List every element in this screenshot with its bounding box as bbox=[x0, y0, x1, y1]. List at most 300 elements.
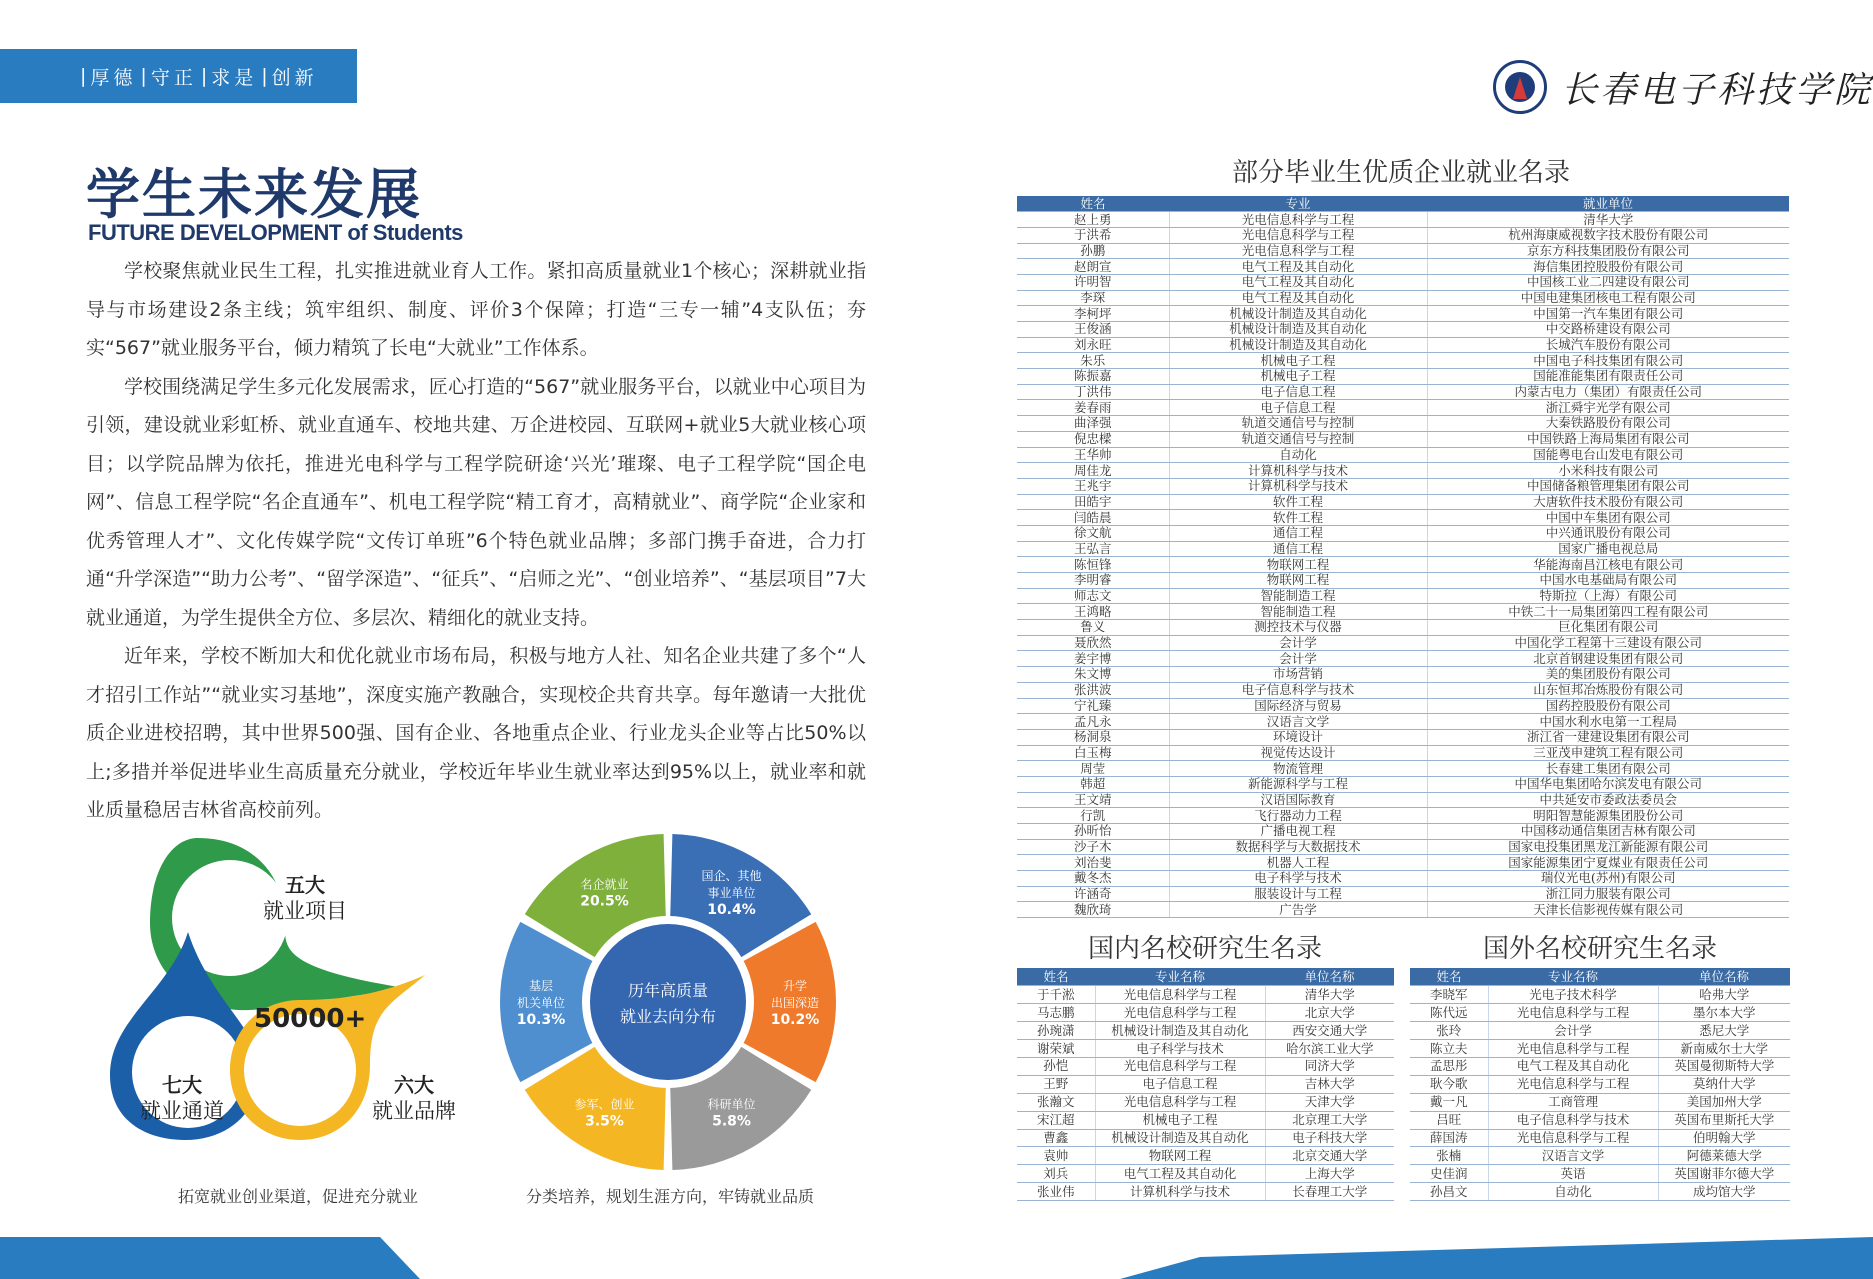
motto-item: 求是 bbox=[211, 66, 258, 89]
table-cell: 行凯 bbox=[1017, 808, 1169, 824]
table-cell: 中国华电集团哈尔滨发电有限公司 bbox=[1427, 776, 1789, 792]
table-cell: 光电信息科学与工程 bbox=[1095, 1004, 1265, 1022]
table-cell: 长春建工集团有限公司 bbox=[1427, 761, 1789, 777]
table-cell: 清华大学 bbox=[1265, 986, 1394, 1004]
table-cell: 王弘言 bbox=[1017, 541, 1169, 557]
table-cell: 长城汽车股份有限公司 bbox=[1427, 337, 1789, 353]
table-cell: 刘兵 bbox=[1017, 1165, 1095, 1183]
table-cell: 国家能源集团宁夏煤业有限责任公司 bbox=[1427, 855, 1789, 871]
table-row bbox=[1017, 1040, 1394, 1058]
item-count: 五大 bbox=[285, 873, 325, 897]
table-cell: 张业伟 bbox=[1017, 1183, 1095, 1201]
table-cell: 李明睿 bbox=[1017, 573, 1169, 589]
table-row bbox=[1017, 1093, 1394, 1111]
table-cell: 中国电建集团核电工程有限公司 bbox=[1427, 290, 1789, 306]
table-cell: 史佳润 bbox=[1410, 1165, 1488, 1183]
slice-value-label: 10.4% bbox=[707, 902, 756, 919]
table-cell: 刘治斐 bbox=[1017, 855, 1169, 871]
table-cell: 光电信息科学与工程 bbox=[1169, 227, 1427, 243]
table-cell: 鲁义 bbox=[1017, 620, 1169, 636]
table-cell: 韩超 bbox=[1017, 776, 1169, 792]
table-row bbox=[1017, 369, 1789, 385]
table-cell: 机械电子工程 bbox=[1095, 1111, 1265, 1129]
table-cell: 戴冬杰 bbox=[1017, 871, 1169, 887]
table-cell: 电子信息工程 bbox=[1095, 1075, 1265, 1093]
table-cell: 数据科学与大数据技术 bbox=[1169, 839, 1427, 855]
table-cell: 物流管理 bbox=[1169, 761, 1427, 777]
table-cell: 中国铁路上海局集团有限公司 bbox=[1427, 431, 1789, 447]
header-major: 专业名称 bbox=[1488, 968, 1658, 986]
motto-banner: | 厚德 | 守正 | 求是 | 创新 bbox=[0, 49, 357, 103]
table-row bbox=[1017, 902, 1789, 918]
school-seal-icon bbox=[1493, 60, 1547, 114]
table-cell: 机械设计制造及其自动化 bbox=[1095, 1129, 1265, 1147]
table-cell: 电子信息科学与技术 bbox=[1488, 1111, 1658, 1129]
table-cell: 自动化 bbox=[1488, 1183, 1658, 1201]
slice-category-label: 升学 bbox=[782, 979, 808, 993]
table-cell: 光电信息科学与工程 bbox=[1169, 243, 1427, 259]
table-cell: 孙昕怡 bbox=[1017, 824, 1169, 840]
infographic-item-projects bbox=[255, 872, 355, 924]
table-row bbox=[1017, 1004, 1394, 1022]
table-row bbox=[1017, 808, 1789, 824]
table-cell: 天津大学 bbox=[1265, 1093, 1394, 1111]
table-cell: 杭州海康威视数字技术股份有限公司 bbox=[1427, 227, 1789, 243]
table-row bbox=[1017, 682, 1789, 698]
table-cell: 许明智 bbox=[1017, 274, 1169, 290]
table-cell: 机械电子工程 bbox=[1169, 353, 1427, 369]
table-cell: 许涵奇 bbox=[1017, 886, 1169, 902]
table-row bbox=[1017, 792, 1789, 808]
table-cell: 孙恺 bbox=[1017, 1057, 1095, 1075]
table-cell: 墨尔本大学 bbox=[1658, 1004, 1790, 1022]
table-cell: 广告学 bbox=[1169, 902, 1427, 918]
paragraph-1: 学校聚焦就业民生工程，扎实推进就业育人工作。紧扣高质量就业1个核心；深耕就业指导与市场建设2条主线；筑牢组织、制度、评价3个保障；打造“三专一辅”4支队伍；夯实“567”就业服务平台，倾力精筑了长电“大就业”工作体系。 bbox=[86, 260, 866, 359]
table-row bbox=[1017, 290, 1789, 306]
table-cell: 电子信息工程 bbox=[1169, 400, 1427, 416]
donut-center bbox=[590, 924, 746, 1080]
header-school: 单位名称 bbox=[1658, 968, 1790, 986]
table-cell: 上海大学 bbox=[1265, 1165, 1394, 1183]
table-cell: 测控技术与仪器 bbox=[1169, 620, 1427, 636]
table-cell: 王华帅 bbox=[1017, 447, 1169, 463]
table-cell: 中铁二十一局集团第四工程有限公司 bbox=[1427, 604, 1789, 620]
table-cell: 沙子木 bbox=[1017, 839, 1169, 855]
table-cell: 物联网工程 bbox=[1095, 1147, 1265, 1165]
table-cell: 广播电视工程 bbox=[1169, 824, 1427, 840]
table-cell: 中国第一汽车集团有限公司 bbox=[1427, 306, 1789, 322]
table-cell: 张瀚文 bbox=[1017, 1093, 1095, 1111]
table-cell: 软件工程 bbox=[1169, 510, 1427, 526]
table-row bbox=[1017, 620, 1789, 636]
table-cell: 会计学 bbox=[1169, 651, 1427, 667]
table-row bbox=[1410, 1129, 1790, 1147]
header-major: 专业名称 bbox=[1095, 968, 1265, 986]
table-cell: 曲泽强 bbox=[1017, 416, 1169, 432]
table-cell: 国际经济与贸易 bbox=[1169, 698, 1427, 714]
table-cell: 服装设计与工程 bbox=[1169, 886, 1427, 902]
table-cell: 丁洪伟 bbox=[1017, 384, 1169, 400]
table-cell: 李琛 bbox=[1017, 290, 1169, 306]
table-cell: 会计学 bbox=[1488, 1022, 1658, 1040]
table-cell: 西安交通大学 bbox=[1265, 1022, 1394, 1040]
table-row bbox=[1017, 384, 1789, 400]
table-cell: 市场营销 bbox=[1169, 667, 1427, 683]
table-cell: 大唐软件技术股份有限公司 bbox=[1427, 494, 1789, 510]
item-count: 七大 bbox=[162, 1073, 202, 1097]
table-cell: 光电信息科学与工程 bbox=[1488, 1004, 1658, 1022]
table-cell: 闫皓晨 bbox=[1017, 510, 1169, 526]
table-cell: 汉语言文学 bbox=[1169, 714, 1427, 730]
table-cell: 孙琬潇 bbox=[1017, 1022, 1095, 1040]
table-cell: 哈弗大学 bbox=[1658, 986, 1790, 1004]
table-cell: 巨化集团有限公司 bbox=[1427, 620, 1789, 636]
motto-item: 守正 bbox=[150, 66, 197, 89]
table-cell: 陈恒锋 bbox=[1017, 557, 1169, 573]
infographic-item-channels bbox=[132, 1072, 232, 1124]
table-row bbox=[1017, 1022, 1394, 1040]
table-cell: 北京大学 bbox=[1265, 1004, 1394, 1022]
table-cell: 机械设计制造及其自动化 bbox=[1169, 337, 1427, 353]
table-cell: 周莹 bbox=[1017, 761, 1169, 777]
table-cell: 光电信息科学与工程 bbox=[1169, 212, 1427, 228]
slice-category-label: 科研单位 bbox=[707, 1097, 756, 1112]
slice-category-label: 机关单位 bbox=[516, 996, 566, 1010]
table-row bbox=[1017, 212, 1789, 228]
table-row bbox=[1410, 1004, 1790, 1022]
table-cell: 戴一凡 bbox=[1410, 1093, 1488, 1111]
table-cell: 张楠 bbox=[1410, 1147, 1488, 1165]
table-row bbox=[1017, 635, 1789, 651]
table-cell: 赵上勇 bbox=[1017, 212, 1169, 228]
table-cell: 国能粤电台山发电有限公司 bbox=[1427, 447, 1789, 463]
table-cell: 电气工程及其自动化 bbox=[1095, 1165, 1265, 1183]
donut-title: 就业去向分布 bbox=[619, 1007, 717, 1026]
slice-category-label: 基层 bbox=[528, 979, 554, 993]
table-cell: 英国布里斯托大学 bbox=[1658, 1111, 1790, 1129]
table-row bbox=[1017, 886, 1789, 902]
table-cell: 薛国涛 bbox=[1410, 1129, 1488, 1147]
table-row bbox=[1017, 1165, 1394, 1183]
school-logo bbox=[1493, 60, 1873, 114]
table-cell: 中共延安市委政法委员会 bbox=[1427, 792, 1789, 808]
table-row bbox=[1017, 510, 1789, 526]
table-cell: 孟思彤 bbox=[1410, 1057, 1488, 1075]
table-header-row bbox=[1410, 968, 1790, 986]
table-cell: 海信集团控股股份有限公司 bbox=[1427, 259, 1789, 275]
header-name: 姓名 bbox=[1017, 968, 1095, 986]
table-cell: 三亚茂申建筑工程有限公司 bbox=[1427, 745, 1789, 761]
table-cell: 朱乐 bbox=[1017, 353, 1169, 369]
table-cell: 姜春雨 bbox=[1017, 400, 1169, 416]
table-cell: 轨道交通信号与控制 bbox=[1169, 431, 1427, 447]
header-name: 姓名 bbox=[1410, 968, 1488, 986]
item-label: 就业通道 bbox=[140, 1099, 224, 1123]
table-cell: 物联网工程 bbox=[1169, 557, 1427, 573]
table-row bbox=[1017, 306, 1789, 322]
table-cell: 李柯坪 bbox=[1017, 306, 1169, 322]
table-cell: 王兆宇 bbox=[1017, 478, 1169, 494]
table-row bbox=[1017, 698, 1789, 714]
table-row bbox=[1017, 745, 1789, 761]
table-row bbox=[1017, 729, 1789, 745]
table-row bbox=[1017, 776, 1789, 792]
table-cell: 内蒙古电力（集团）有限责任公司 bbox=[1427, 384, 1789, 400]
table-cell: 王俊涵 bbox=[1017, 322, 1169, 338]
table-cell: 英国谢菲尔德大学 bbox=[1658, 1165, 1790, 1183]
table-row bbox=[1017, 447, 1789, 463]
slice-category-label: 名企就业 bbox=[580, 877, 629, 892]
table-cell: 软件工程 bbox=[1169, 494, 1427, 510]
table-cell: 智能制造工程 bbox=[1169, 588, 1427, 604]
table-cell: 阿德莱德大学 bbox=[1658, 1147, 1790, 1165]
table-cell: 智能制造工程 bbox=[1169, 604, 1427, 620]
table-cell: 光电信息科学与工程 bbox=[1488, 1040, 1658, 1058]
donut-title: 历年高质量 bbox=[627, 981, 709, 1000]
table-cell: 同济大学 bbox=[1265, 1057, 1394, 1075]
table-cell: 孙昌文 bbox=[1410, 1183, 1488, 1201]
table-cell: 哈尔滨工业大学 bbox=[1265, 1040, 1394, 1058]
table-row bbox=[1410, 1040, 1790, 1058]
table-cell: 中国化学工程第十三建设有限公司 bbox=[1427, 635, 1789, 651]
table-cell: 通信工程 bbox=[1169, 525, 1427, 541]
table-cell: 王鸿略 bbox=[1017, 604, 1169, 620]
table-cell: 国家电投集团黑龙江新能源有限公司 bbox=[1427, 839, 1789, 855]
table-cell: 电子科学与技术 bbox=[1169, 871, 1427, 887]
table-cell: 赵朗宣 bbox=[1017, 259, 1169, 275]
table-cell: 曹鑫 bbox=[1017, 1129, 1095, 1147]
table-cell: 陈代远 bbox=[1410, 1004, 1488, 1022]
table-cell: 国家广播电视总局 bbox=[1427, 541, 1789, 557]
domestic-table-title: 国内名校研究生名录 bbox=[1088, 934, 1323, 964]
table-cell: 小米科技有限公司 bbox=[1427, 463, 1789, 479]
table-cell: 朱文博 bbox=[1017, 667, 1169, 683]
table-cell: 京东方科技集团股份有限公司 bbox=[1427, 243, 1789, 259]
table-cell: 陈立夫 bbox=[1410, 1040, 1488, 1058]
table-cell: 田皓宇 bbox=[1017, 494, 1169, 510]
table-cell: 大秦铁路股份有限公司 bbox=[1427, 416, 1789, 432]
table-cell: 天津长信影视传媒有限公司 bbox=[1427, 902, 1789, 918]
table-cell: 中国核工业二四建设有限公司 bbox=[1427, 274, 1789, 290]
donut-caption: 分类培养，规划生涯方向，牢铸就业品质 bbox=[526, 1187, 815, 1206]
table-row bbox=[1017, 1075, 1394, 1093]
table-cell: 山东恒邦冶炼股份有限公司 bbox=[1427, 682, 1789, 698]
table-cell: 北京交通大学 bbox=[1265, 1147, 1394, 1165]
table-row bbox=[1410, 1075, 1790, 1093]
table-cell: 汉语国际教育 bbox=[1169, 792, 1427, 808]
table-cell: 国药控股股份有限公司 bbox=[1427, 698, 1789, 714]
table-cell: 机械电子工程 bbox=[1169, 369, 1427, 385]
table-row bbox=[1017, 478, 1789, 494]
table-cell: 光电信息科学与工程 bbox=[1488, 1075, 1658, 1093]
table-cell: 莫纳什大学 bbox=[1658, 1075, 1790, 1093]
table-cell: 聂欣然 bbox=[1017, 635, 1169, 651]
table-cell: 机械设计制造及其自动化 bbox=[1169, 322, 1427, 338]
header-school: 单位名称 bbox=[1265, 968, 1394, 986]
table-cell: 机器人工程 bbox=[1169, 855, 1427, 871]
table-row bbox=[1017, 243, 1789, 259]
foreign-table-title: 国外名校研究生名录 bbox=[1483, 934, 1718, 964]
table-cell: 轨道交通信号与控制 bbox=[1169, 416, 1427, 432]
table-cell: 李晓军 bbox=[1410, 986, 1488, 1004]
table-row bbox=[1017, 1057, 1394, 1075]
table-cell: 王文靖 bbox=[1017, 792, 1169, 808]
table-row bbox=[1410, 1057, 1790, 1075]
table-cell: 于千淞 bbox=[1017, 986, 1095, 1004]
table-cell: 浙江省一建建设集团有限公司 bbox=[1427, 729, 1789, 745]
table-cell: 师志文 bbox=[1017, 588, 1169, 604]
table-cell: 吉林大学 bbox=[1265, 1075, 1394, 1093]
table-row bbox=[1017, 1111, 1394, 1129]
foreign-grad-table bbox=[1410, 968, 1790, 1201]
header-employer: 就业单位 bbox=[1427, 196, 1789, 212]
table-cell: 悉尼大学 bbox=[1658, 1022, 1790, 1040]
table-cell: 刘永旺 bbox=[1017, 337, 1169, 353]
table-row bbox=[1017, 839, 1789, 855]
table-cell: 机械设计制造及其自动化 bbox=[1095, 1022, 1265, 1040]
table-cell: 光电信息科学与工程 bbox=[1488, 1129, 1658, 1147]
table-row bbox=[1017, 541, 1789, 557]
enterprise-table bbox=[1017, 196, 1789, 918]
table-cell: 中国中车集团有限公司 bbox=[1427, 510, 1789, 526]
table-cell: 英语 bbox=[1488, 1165, 1658, 1183]
table-cell: 中国储备粮管理集团有限公司 bbox=[1427, 478, 1789, 494]
table-cell: 吕旺 bbox=[1410, 1111, 1488, 1129]
slice-value-label: 10.3% bbox=[516, 1012, 566, 1028]
table-row bbox=[1017, 986, 1394, 1004]
table-cell: 中兴通讯股份有限公司 bbox=[1427, 525, 1789, 541]
table-row bbox=[1017, 259, 1789, 275]
table-cell: 光电信息科学与工程 bbox=[1095, 1093, 1265, 1111]
table-cell: 杨洞泉 bbox=[1017, 729, 1169, 745]
table-row bbox=[1017, 604, 1789, 620]
table-row bbox=[1017, 588, 1789, 604]
table-cell: 电气工程及其自动化 bbox=[1169, 290, 1427, 306]
table-row bbox=[1410, 1022, 1790, 1040]
header-name: 姓名 bbox=[1017, 196, 1169, 212]
table-row bbox=[1017, 651, 1789, 667]
table-row bbox=[1017, 353, 1789, 369]
table-cell: 电气工程及其自动化 bbox=[1169, 259, 1427, 275]
table-cell: 瑞仪光电(苏州)有限公司 bbox=[1427, 871, 1789, 887]
table-cell: 计算机科学与技术 bbox=[1095, 1183, 1265, 1201]
table-cell: 通信工程 bbox=[1169, 541, 1427, 557]
header-major: 专业 bbox=[1169, 196, 1427, 212]
destination-donut-chart bbox=[498, 832, 838, 1172]
table-cell: 袁帅 bbox=[1017, 1147, 1095, 1165]
table-row bbox=[1017, 494, 1789, 510]
table-row bbox=[1017, 824, 1789, 840]
table-cell: 英国曼彻斯特大学 bbox=[1658, 1057, 1790, 1075]
slice-value-label: 5.8% bbox=[712, 1113, 751, 1130]
table-row bbox=[1410, 1111, 1790, 1129]
table-cell: 长春理工大学 bbox=[1265, 1183, 1394, 1201]
slice-category-label: 参军、创业 bbox=[574, 1097, 635, 1112]
table-cell: 宋江超 bbox=[1017, 1111, 1095, 1129]
table-cell: 华能海南昌江核电有限公司 bbox=[1427, 557, 1789, 573]
table-cell: 王野 bbox=[1017, 1075, 1095, 1093]
table-cell: 美国加州大学 bbox=[1658, 1093, 1790, 1111]
infographic-total: 50000+ bbox=[254, 1004, 367, 1034]
table-cell: 电子信息工程 bbox=[1169, 384, 1427, 400]
table-cell: 中国水利水电第一工程局 bbox=[1427, 714, 1789, 730]
infographic-caption: 拓宽就业创业渠道，促进充分就业 bbox=[178, 1187, 419, 1206]
motto-item: 创新 bbox=[271, 66, 318, 89]
table-cell: 耿今歌 bbox=[1410, 1075, 1488, 1093]
slice-category-label: 事业单位 bbox=[707, 886, 756, 901]
table-cell: 电子科技大学 bbox=[1265, 1129, 1394, 1147]
table-cell: 倪忠樑 bbox=[1017, 431, 1169, 447]
table-row bbox=[1017, 431, 1789, 447]
table-cell: 电气工程及其自动化 bbox=[1488, 1057, 1658, 1075]
table-row bbox=[1017, 1183, 1394, 1201]
table-cell: 徐文航 bbox=[1017, 525, 1169, 541]
table-cell: 陈振嘉 bbox=[1017, 369, 1169, 385]
footer-band bbox=[0, 1237, 1873, 1279]
infographic-item-brands bbox=[364, 1072, 464, 1124]
table-row bbox=[1410, 1147, 1790, 1165]
domestic-grad-table bbox=[1017, 968, 1394, 1201]
paragraph-2: 学校围绕满足学生多元化发展需求，匠心打造的“567”就业服务平台，以就业中心项目为引领，建设就业彩虹桥、就业直通车、校地共建、万企进校园、互联网+就业5大就业核心项目；以学院品牌为依托，推进光电科学与工程学院研途‘兴光’璀璨、电子工程学院“国企电网”、信息工程学院“名企直通车”、机电工程学院“精工育才，高精就业”、商学院“企业家和优秀管理人才”、文化传媒学院“文传订单班”6个特色就业品牌；多部门携手奋进，合力打通“升学深造”“助力公考”、“留学深造”、“征兵”、“启师之光”、“创业培养”、“基层项目”7大就业通道，为学生提供全方位、多层次、精细化的就业支持。 bbox=[86, 375, 866, 629]
table-cell: 中交路桥建设有限公司 bbox=[1427, 322, 1789, 338]
page-subtitle-en: FUTURE DEVELOPMENT of Students bbox=[88, 220, 463, 245]
table-row bbox=[1017, 761, 1789, 777]
slice-category-label: 国企、其他 bbox=[701, 869, 762, 884]
table-row bbox=[1410, 1165, 1790, 1183]
table-row bbox=[1017, 714, 1789, 730]
table-row bbox=[1017, 416, 1789, 432]
table-cell: 浙江舜宇光学有限公司 bbox=[1427, 400, 1789, 416]
table-row bbox=[1017, 871, 1789, 887]
table-cell: 宁礼臻 bbox=[1017, 698, 1169, 714]
table-cell: 姜宇博 bbox=[1017, 651, 1169, 667]
table-row bbox=[1017, 557, 1789, 573]
table-cell: 北京理工大学 bbox=[1265, 1111, 1394, 1129]
table-row bbox=[1017, 322, 1789, 338]
table-cell: 会计学 bbox=[1169, 635, 1427, 651]
table-row bbox=[1017, 400, 1789, 416]
table-row bbox=[1410, 1093, 1790, 1111]
table-cell: 孙鹏 bbox=[1017, 243, 1169, 259]
table-row bbox=[1017, 274, 1789, 290]
table-cell: 新能源科学与工程 bbox=[1169, 776, 1427, 792]
item-label: 就业品牌 bbox=[372, 1099, 456, 1123]
table-row bbox=[1017, 463, 1789, 479]
table-cell: 电气工程及其自动化 bbox=[1169, 274, 1427, 290]
table-cell: 国能准能集团有限责任公司 bbox=[1427, 369, 1789, 385]
table-cell: 机械设计制造及其自动化 bbox=[1169, 306, 1427, 322]
table-cell: 飞行器动力工程 bbox=[1169, 808, 1427, 824]
table-cell: 特斯拉（上海）有限公司 bbox=[1427, 588, 1789, 604]
table-cell: 美的集团股份有限公司 bbox=[1427, 667, 1789, 683]
table-cell: 计算机科学与技术 bbox=[1169, 463, 1427, 479]
table-cell: 光电子技术科学 bbox=[1488, 986, 1658, 1004]
slice-value-label: 10.2% bbox=[770, 1012, 820, 1028]
slice-value-label: 3.5% bbox=[585, 1113, 624, 1130]
table-cell: 谢荣斌 bbox=[1017, 1040, 1095, 1058]
table-cell: 浙江同力服装有限公司 bbox=[1427, 886, 1789, 902]
table-cell: 工商管理 bbox=[1488, 1093, 1658, 1111]
paragraph-3: 近年来，学校不断加大和优化就业市场布局，积极与地方人社、知名企业共建了多个“人才招引工作站”“就业实习基地”，深度实施产教融合，实现校企共育共享。每年邀请一大批优质企业进校招聘，其中世界500强、国有企业、各地重点企业、行业龙头企业等占比50%以上;多措并举促进毕业生高质量充分就业，学校近年毕业生就业率达到95%以上，就业率和就业质量稳居吉林省高校前列。 bbox=[86, 645, 866, 821]
school-name: 长春电子科技学院 bbox=[1561, 69, 1873, 111]
table-cell: 中国移动通信集团吉林有限公司 bbox=[1427, 824, 1789, 840]
slice-value-label: 20.5% bbox=[580, 893, 629, 910]
table-row bbox=[1410, 1183, 1790, 1201]
table-cell: 光电信息科学与工程 bbox=[1095, 1057, 1265, 1075]
table-cell: 伯明翰大学 bbox=[1658, 1129, 1790, 1147]
table-cell: 张玲 bbox=[1410, 1022, 1488, 1040]
table-header-row bbox=[1017, 196, 1789, 212]
